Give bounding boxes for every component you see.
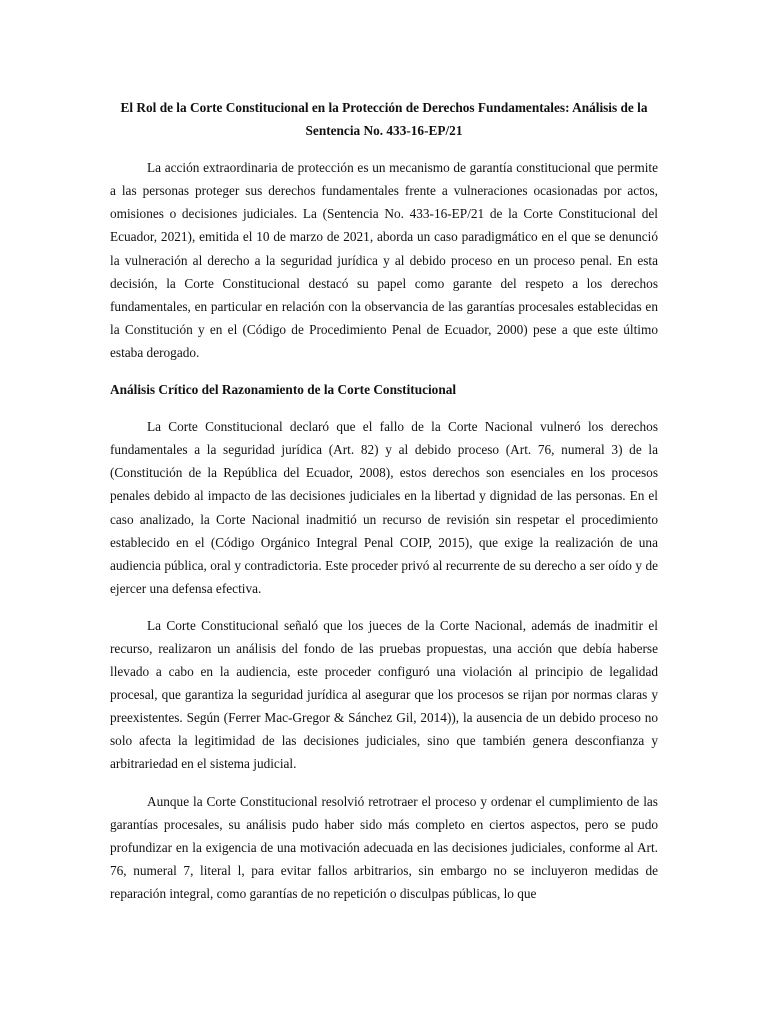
paragraph-procedural-legality: La Corte Constitucional señaló que los jueces de la Corte Nacional, además de inadmitir el recurso, realizaron un análisis del fondo de las pruebas propuestas, una acción que debía haberse llevado a cabo en la audiencia, este proceder configuró una violación al principio de legalidad procesal, que garantiza la seguridad jurídica al asegurar que los procesos se rijan por normas claras y preexistentes. Según (Ferrer Mac-Gregor & Sánchez Gil, 2014)), la ausencia de un debido proceso no solo afecta la legitimidad de las decisiones judiciales, sino que también genera desconfianza y arbitrariedad en el sistema judicial. (110, 617, 658, 772)
paragraph-introduction: La acción extraordinaria de protección es un mecanismo de garantía constitucional que permite a las personas proteger sus derechos fundamentales frente a vulneraciones ocasionadas por actos, omisiones o decisiones judiciales. La (Sentencia No. 433-16-EP/21 de la Corte Constitucional del Ecuador, 2021), emitida el 10 de marzo de 2021, aborda un caso paradigmático en el que se denunció la vulneración al derecho a la seguridad jurídica y al debido proceso en un proceso penal. En esta decisión, la Corte Constitucional destacó su papel como garante del respeto a los derechos fundamentales, en particular en relación con la observancia de las garantías procesales establecidas en la Constitución y en el (Código de Procedimiento Penal de Ecuador, 2000) pese a que este último estaba derogado. (110, 160, 658, 360)
document-title: El Rol de la Corte Constitucional en la Protección de Derechos Fundamentales: Análisis de la Sentencia No. 433-16-EP/21 (120, 100, 648, 139)
paragraph-critique: Aunque la Corte Constitucional resolvió retrotraer el proceso y ordenar el cumplimiento de las garantías procesales, su análisis pudo haber sido más completo en ciertos aspectos, pero se pudo profundizar en la exigencia de una motivación adecuada en las decisiones judiciales, conforme al Art. 76, numeral 7, literal l, para evitar fallos arbitrarios, sin embargo no se incluyeron medidas de reparación integral, como garantías de no repetición o disculpas públicas, lo que (110, 793, 658, 901)
paragraph-court-findings: La Corte Constitucional declaró que el fallo de la Corte Nacional vulneró los derechos fundamentales a la seguridad jurídica (Art. 82) y al debido proceso (Art. 76, numeral 3) de la (Constitución de la República del Ecuador, 2008), estos derechos son esenciales en los procesos penales debido al impacto de las decisiones judiciales en la libertad y dignidad de las personas. En el caso analizado, la Corte Nacional inadmitió un recurso de revisión sin respetar el procedimiento establecido en el (Código Orgánico Integral Penal COIP, 2015), que exige la realización de una audiencia pública, oral y contradictoria. Este proceder privó al recurrente de su derecho a ser oído y de ejercer una defensa efectiva. (110, 419, 658, 596)
section-heading: Análisis Crítico del Razonamiento de la Corte Constitucional (110, 382, 457, 398)
